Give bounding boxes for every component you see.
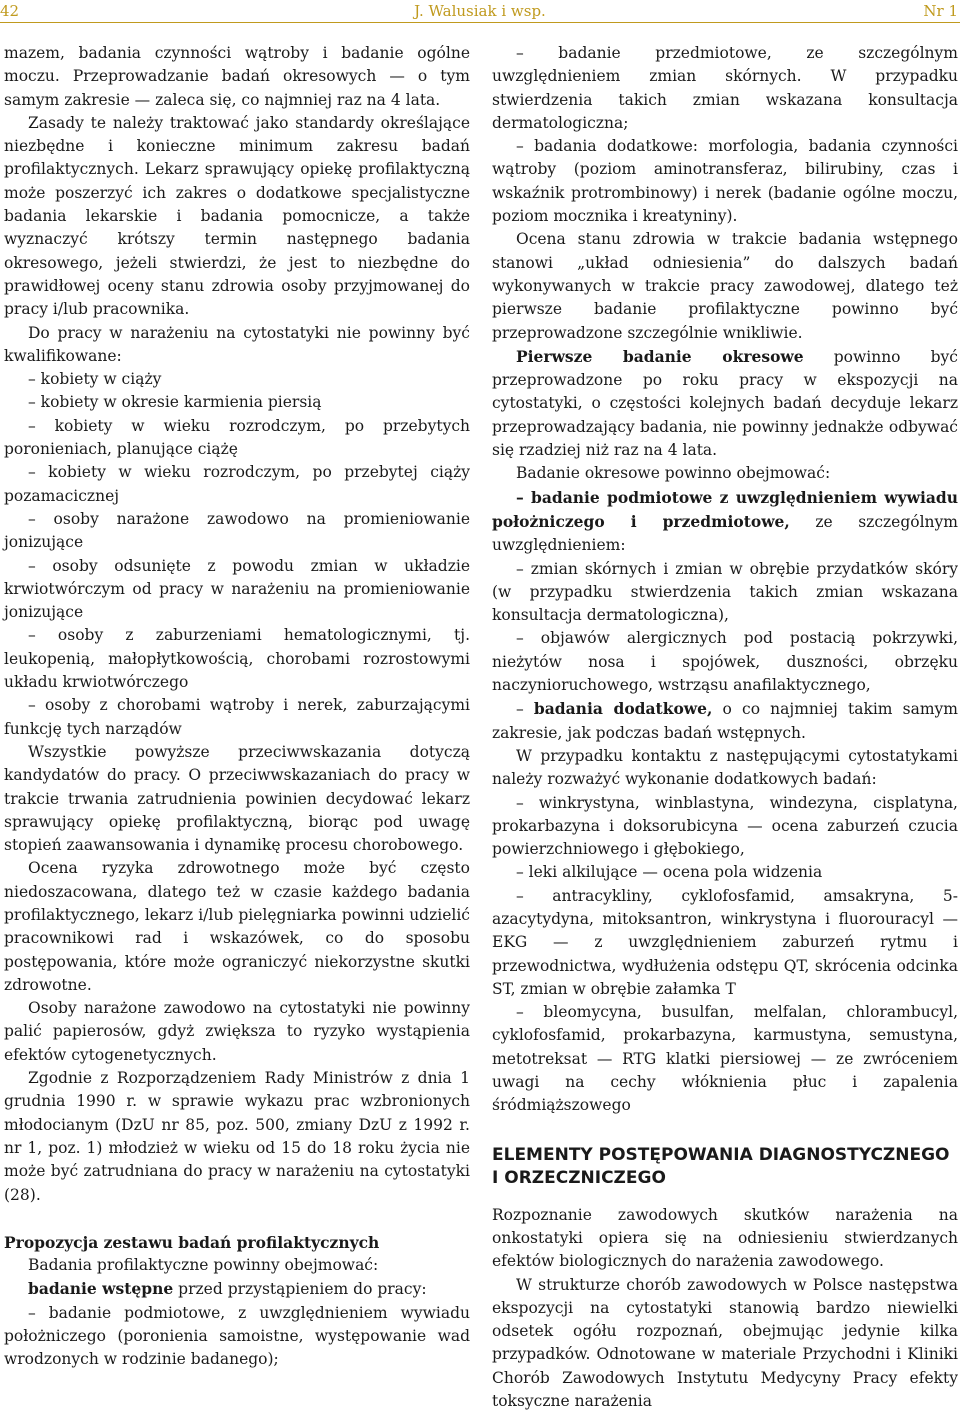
list-item: – osoby z zaburzeniami hematologicznymi, tj. leukopenią, małopłytkowością, chorobami rozrostowymi układu krwiotwórczego	[4, 626, 470, 692]
paragraph: W strukturze chorób zawodowych w Polsce następstwa ekspozycji na cytostatyki stanowią bardzo niewielki odsetek ogółu rozpoznań, obejmując jedynie kilka przypadków. Odnotowane w materiale Przychodni i Kliniki Chorób Zawodowych Instytutu Medycyny Pracy efekty toksyczne narażenia	[492, 1275, 958, 1411]
paragraph: Ocena stanu zdrowia w trakcie badania wstępnego stanowi „układ odniesienia” do dalszych badań wykonywanych w trakcie pracy zawodowej, dlatego też pierwsze badanie profilaktyczne powinno być przeprowadzone szczególnie wnikliwie.	[492, 230, 958, 342]
text-run: ze szczególnym uwzględnieniem:	[492, 512, 958, 555]
paragraph: Zasady te należy traktować jako standardy określające niezbędne i konieczne minimum zakresu badań profilaktycznych. Lekarz sprawujący opiekę profilaktyczną może poszerzyć ich zakres o dodatkowe specjalistyczne badania lekarskie i badania pomocnicze, a także wyznaczyć krótszy termin następnego badania okresowego, jeżeli stwierdzi, że jest to niezbędne do prawidłowej oceny stanu zdrowia osoby przyjmowanej do pracy i/lub pracownika.	[4, 113, 470, 319]
paragraph: Wszystkie powyższe przeciwwskazania dotyczą kandydatów do pracy. O przeciwwskazaniach do pracy w trakcie trwania zatrudnienia powinien decydować lekarz sprawujący opiekę profilaktyczną, biorąc pod uwagę stopień zaawansowania i dynamikę procesu chorobowego.	[4, 742, 470, 855]
text-run: –	[516, 700, 534, 719]
paragraph: Zgodnie z Rozporządzeniem Rady Ministrów z dnia 1 grudnia 1990 r. w sprawie wykazu prac wzbronionych młodocianym (DzU nr 85, poz. 500, zmiany DzU z 1992 r. nr 1, poz. 1) młodzież w wieku od 15 do 18 roku życia nie może być zatrudniana do pracy w narażeniu na cytostatyki (28).	[4, 1069, 470, 1204]
list-item: – winkrystyna, winblastyna, windezyna, cisplatyna, prokarbazyna i doksorubicyna — ocena zaburzeń czucia powierzchniowego i głębokiego,	[492, 793, 958, 859]
list-item: – antracykliny, cyklofosfamid, amsakryna, 5-azacytydyna, mitoksantron, winkrystyna i fluorouracyl — EKG — z uwzględnieniem zaburzeń rytmu i przewodnictwa, wydłużenia odstępu QT, skrócenia odcinka ST, zmian w obrębie załamka T	[492, 886, 958, 998]
list-item: – osoby narażone zawodowo na promieniowanie jonizujące	[4, 509, 470, 552]
list-item: – zmian skórnych i zmian w obrębie przydatków skóry (w przypadku stwierdzenia takich zmian wskazana konsultacja dermatologiczna),	[492, 559, 958, 625]
list-item: – kobiety w wieku rozrodczym, po przebytych poronieniach, planujące ciążę	[4, 416, 470, 459]
paragraph: Ocena ryzyka zdrowotnego może być często niedoszacowana, dlatego też w czasie każdego badania profilaktycznego, lekarz i/lub pielęgniarka powinni udzielić pracownikowi rad i wskazówek, co do sposobu postępowania, które może ograniczyć niekorzystne skutki zdrowotne.	[4, 859, 470, 994]
subheading: Propozycja zestawu badań profilaktycznych	[4, 1232, 380, 1252]
list-item: – objawów alergicznych pod postacią pokrzywki, nieżytów nosa i spojówek, duszności, obrzęku naczynioruchowego, wstrząsu anafilaktycznego,	[492, 629, 958, 695]
text-run: powinno być przeprowadzone po roku pracy w ekspozycji na cytostatyki, o częstości kolejnych badań decyduje lekarz przeprowadzający badania, nie powinny jednakże odbywać się rzadziej niż raz na 4 lata.	[492, 347, 958, 460]
list-item: – badanie przedmiotowe, ze szczególnym uwzględnieniem zmian skórnych. W przypadku stwierdzenia takich zmian wskazana konsultacja dermatologiczna;	[492, 44, 958, 132]
list-item: – kobiety w okresie karmienia piersią	[28, 393, 322, 412]
text-run: przed przystąpieniem do pracy:	[173, 1280, 427, 1299]
paragraph: Badanie okresowe powinno obejmować:	[516, 464, 831, 483]
running-authors: J. Walusiak i wsp.	[414, 2, 546, 20]
list-item: – kobiety w wieku rozrodczym, po przebytej ciąży pozamacicznej	[4, 463, 470, 505]
left-column	[4, 42, 470, 1369]
list-item	[492, 486, 958, 558]
paragraph	[492, 345, 958, 462]
bold-term: badanie wstępne	[28, 1279, 174, 1299]
header-rule	[0, 22, 960, 23]
bold-term: Pierwsze badanie okresowe	[516, 346, 804, 366]
bold-term: badania dodatkowe,	[533, 699, 713, 719]
bold-term: – badanie podmiotowe z uwzględnieniem wywiadu położniczego i przedmiotowe,	[492, 487, 958, 531]
paragraph: W przypadku kontaktu z następującymi cytostatykami należy rozważyć wykonanie dodatkowych badań:	[492, 746, 958, 789]
list-item: – kobiety w ciąży	[28, 370, 162, 389]
paragraph: Osoby narażone zawodowo na cytostatyki nie powinny palić papierosów, gdyż zwiększa to ryzyko wystąpienia efektów cytogenetycznych.	[4, 999, 470, 1064]
right-column	[492, 42, 958, 1411]
list-item: – badanie podmiotowe, z uwzględnieniem wywiadu położniczego (poronienia samoistne, występowanie wad wrodzonych w rodzinie badanego);	[4, 1303, 470, 1369]
list-item: – bleomycyna, busulfan, melfalan, chlorambucyl, cyklofosfamid, prokarbazyna, karmustyna, semustyna, metotreksat — RTG klatki piersiowej — ze zwróceniem uwagi na cechy włóknienia płuc i zapalenia śródmiąższowego	[492, 1003, 958, 1115]
list-item	[492, 697, 958, 745]
list-item: – osoby z chorobami wątroby i nerek, zaburzającymi funkcję tych narządów	[4, 696, 470, 738]
section-title: ELEMENTY POSTĘPOWANIA DIAGNOSTYCZNEGO I ORZECZNICZEGO	[492, 1144, 950, 1188]
list-item: – leki alkilujące — ocena pola widzenia	[516, 863, 823, 882]
paragraph: Do pracy w narażeniu na cytostatyki nie powinny być kwalifikowane:	[4, 323, 470, 365]
paragraph: Rozpoznanie zawodowych skutków narażenia na onkostatyki opiera się na odniesieniu stwierdzanych efektów biologicznych do narażenia zawodowego.	[492, 1205, 958, 1271]
paragraph	[4, 1277, 470, 1301]
list-item: – osoby odsunięte z powodu zmian w układzie krwiotwórczym od pracy w narażeniu na promieniowanie jonizujące	[4, 556, 470, 622]
page-number: 42	[0, 2, 20, 20]
issue-number: Nr 1	[923, 2, 958, 20]
list-item: – badania dodatkowe: morfologia, badania czynności wątroby (poziom aminotransferaz, bilirubiny, czas i wskaźnik protrombinowy) i nerek (badanie ogólne moczu, poziom mocznika i kreatyniny).	[492, 137, 958, 226]
text-run: o co najmniej takim samym zakresie, jak podczas badań wstępnych.	[492, 700, 958, 742]
page-header	[0, 0, 960, 22]
paragraph: mazem, badania czynności wątroby i badanie ogólne moczu. Przeprowadzanie badań okresowych — o tym samym zakresie — zaleca się, co najmniej raz na 4 lata.	[4, 44, 470, 109]
paragraph: Badania profilaktyczne powinny obejmować:	[28, 1256, 379, 1275]
